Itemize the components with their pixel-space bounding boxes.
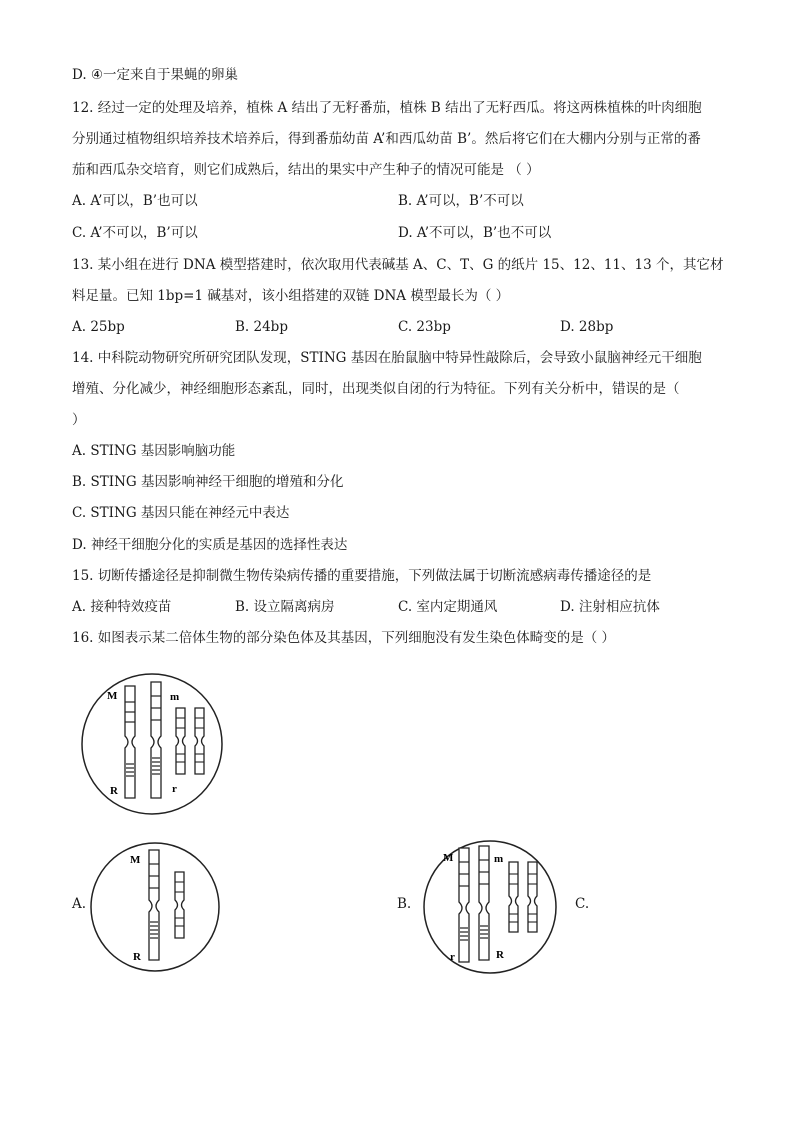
q14-stem-line-1: 14. 中科院动物研究所研究团队发现，STING 基因在胎鼠脑中特异性敲除后，会导致小鼠脑神经元干细胞 — [72, 350, 702, 366]
q15-stem: 15. 切断传播途径是抑制微生物传染病传播的重要措施，下列做法属于切断流感病毒传播途径的是 — [72, 568, 652, 584]
q15-option-d: D. 注射相应抗体 — [560, 599, 660, 615]
gene-label-R: R — [496, 949, 504, 961]
gene-label-M: M — [130, 854, 141, 866]
q12-option-c: C. A’不可以，B’可以 — [72, 225, 198, 241]
q14-option-c: C. STING 基因只能在神经元中表达 — [72, 505, 290, 521]
long-chromosome-1 — [459, 848, 469, 962]
q12-option-a: A. A’可以，B’也可以 — [72, 193, 198, 209]
q16-figure-b-label: B. — [397, 896, 412, 912]
long-chromosome-2 — [151, 682, 161, 798]
q12-stem-line-3: 茄和西瓜杂交培育，则它们成熟后，结出的果实中产生种子的情况可能是 （ ） — [72, 162, 540, 178]
q13-option-a: A. 25bp — [72, 319, 125, 335]
q13-stem-line-1: 13. 某小组在进行 DNA 模型搭建时，依次取用代表碱基 A、C、T、G 的纸片 15、12、11、13 个，其它材 — [72, 257, 724, 273]
q11-option-d: D. ④一定来自于果蝇的卵巢 — [72, 67, 239, 83]
q12-option-b: B. A’可以，B’不可以 — [398, 193, 524, 209]
gene-label-m: m — [494, 853, 504, 865]
q16-figure-c-label: C. — [575, 896, 590, 912]
q12-stem-line-2: 分别通过植物组织培养技术培养后，得到番茄幼苗 A’和西瓜幼苗 B’。然后将它们在大棚内分别与正常的番 — [72, 131, 701, 147]
q16-stem: 16. 如图表示某二倍体生物的部分染色体及其基因，下列细胞没有发生染色体畸变的是（ ） — [72, 630, 616, 646]
long-chromosome-2 — [479, 846, 489, 960]
q12-stem-line-1: 12. 经过一定的处理及培养，植株 A 结出了无籽番茄，植株 B 结出了无籽西瓜。将这两株植株的叶肉细胞 — [72, 100, 702, 116]
q16-figure-a-label: A. — [72, 896, 87, 912]
q14-stem-line-3: ） — [72, 412, 86, 428]
q14-option-b: B. STING 基因影响神经干细胞的增殖和分化 — [72, 474, 344, 490]
gene-label-M: M — [107, 690, 118, 702]
gene-label-M: M — [443, 852, 454, 864]
q14-option-d: D. 神经干细胞分化的实质是基因的选择性表达 — [72, 537, 348, 553]
q12-option-d: D. A’不可以，B’也不可以 — [398, 225, 552, 241]
q16-figure-b — [418, 836, 563, 981]
q15-option-c: C. 室内定期通风 — [398, 599, 498, 615]
long-chromosome — [149, 850, 159, 960]
q13-option-d: D. 28bp — [560, 319, 614, 335]
q15-option-a: A. 接种特效疫苗 — [72, 599, 172, 615]
gene-label-r: r — [172, 783, 177, 795]
gene-label-R: R — [110, 785, 118, 797]
q13-option-c: C. 23bp — [398, 319, 451, 335]
q13-option-b: B. 24bp — [235, 319, 288, 335]
gene-label-m: m — [170, 691, 180, 703]
q14-option-a: A. STING 基因影响脑功能 — [72, 443, 236, 459]
q16-figure-a — [88, 838, 223, 978]
q13-stem-line-2: 料足量。已知 1bp=1 碱基对，该小组搭建的双链 DNA 模型最长为（ ） — [72, 288, 510, 304]
gene-label-r: r — [450, 951, 455, 963]
q16-original-cell-figure — [70, 672, 235, 817]
long-chromosome-1 — [125, 686, 135, 798]
q15-option-b: B. 设立隔离病房 — [235, 599, 335, 615]
q14-stem-line-2: 增殖、分化减少，神经细胞形态紊乱，同时，出现类似自闭的行为特征。下列有关分析中，错误的是（ — [72, 381, 680, 397]
gene-label-R: R — [133, 951, 141, 963]
